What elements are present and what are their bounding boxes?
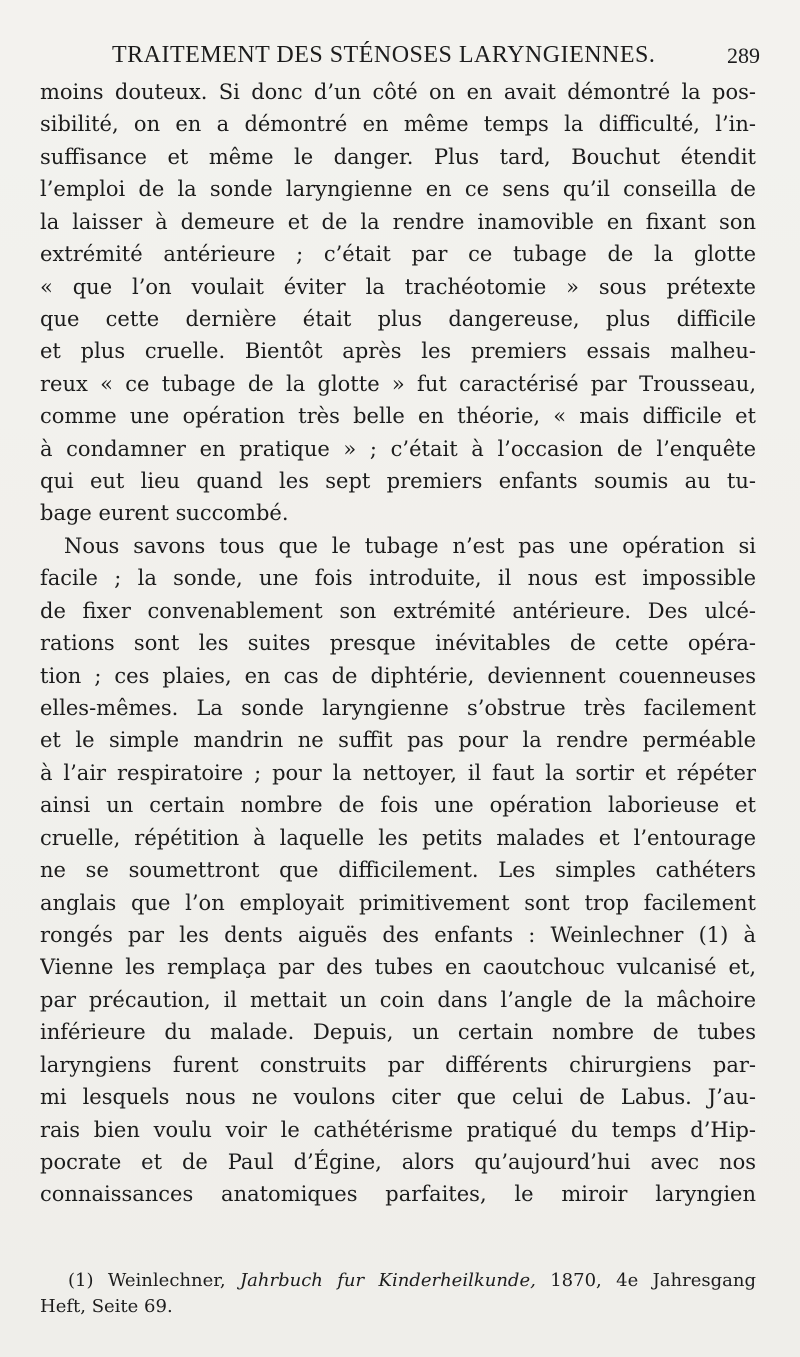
text-line: et le simple mandrin ne suffit pas pour la rendre perméable xyxy=(40,728,756,753)
text-line: anglais que l’on employait primitivement sont trop facilement xyxy=(40,890,756,915)
text-line: l’emploi de la sonde laryngienne en ce sens qu’il conseilla de xyxy=(40,177,756,202)
text-line: à l’air respiratoire ; pour la nettoyer, il faut la sortir et répéter xyxy=(40,760,756,785)
text-line: de fixer convenablement son extrémité antérieure. Des ulcé- xyxy=(40,598,756,623)
text-line: inférieure du malade. Depuis, un certain nombre de tubes xyxy=(40,1020,756,1045)
text-line: bage eurent succombé. xyxy=(40,501,289,526)
text-line: connaissances anatomiques parfaites, le miroir laryngien xyxy=(40,1182,756,1207)
text-line: tion ; ces plaies, en cas de diphtérie, deviennent couenneuses xyxy=(40,663,756,688)
footnote xyxy=(40,1268,756,1320)
text-line: ainsi un certain nombre de fois une opération laborieuse et xyxy=(40,793,756,818)
text-line: suffisance et même le danger. Plus tard, Bouchut étendit xyxy=(40,144,756,169)
footnote-journal: Jahrbuch fur Kinderheilkunde, xyxy=(239,1270,536,1291)
text-line: ne se soumettront que difficilement. Les simples cathéters xyxy=(40,858,756,883)
page-number: 289 xyxy=(727,43,760,68)
text-line: laryngiens furent construits par différents chirurgiens par- xyxy=(40,1052,756,1077)
text-line: et plus cruelle. Bientôt après les premiers essais malheu- xyxy=(40,339,756,364)
text-line: comme une opération très belle en théorie, « mais difficile et xyxy=(40,404,756,429)
text-line: rais bien voulu voir le cathétérisme pratiqué du temps d’Hip- xyxy=(40,1117,756,1142)
text-line: cruelle, répétition à laquelle les petits malades et l’entourage xyxy=(40,825,756,850)
text-line: moins douteux. Si donc d’un côté on en avait démontré la pos- xyxy=(40,80,756,104)
text-line: Vienne les remplaça par des tubes en caoutchouc vulcanisé et, xyxy=(40,955,756,980)
text-line: pocrate et de Paul d’Égine, alors qu’aujourd’hui avec nos xyxy=(40,1149,756,1174)
text-line: Nous savons tous que le tubage n’est pas une opération si xyxy=(64,533,756,558)
text-line: rongés par les dents aiguës des enfants : Weinlechner (1) à xyxy=(40,922,756,947)
footnote-line-2: Heft, Seite 69. xyxy=(40,1296,173,1317)
text-line: reux « ce tubage de la glotte » fut caractérisé par Trousseau, xyxy=(40,371,756,396)
text-line: la laisser à demeure et de la rendre inamovible en fixant son xyxy=(40,209,756,234)
footnote-marker: (1) Weinlechner, xyxy=(68,1270,226,1291)
text-line: « que l’on voulait éviter la trachéotomie » sous prétexte xyxy=(40,274,756,299)
text-line: sibilité, on en a démontré en même temps la difficulté, l’in- xyxy=(40,112,756,137)
text-line: qui eut lieu quand les sept premiers enfants soumis au tu- xyxy=(40,469,756,494)
footnote-details: 1870, 4e Jahresgang xyxy=(550,1270,756,1291)
text-line: à condamner en pratique » ; c’était à l’occasion de l’enquête xyxy=(40,436,756,461)
text-line: par précaution, il mettait un coin dans l’angle de la mâchoire xyxy=(40,987,756,1012)
running-head: TRAITEMENT DES STÉNOSES LARYNGIENNES. xyxy=(112,42,656,68)
body-text xyxy=(40,76,756,1211)
footnote-line-1 xyxy=(40,1268,756,1294)
text-line: facile ; la sonde, une fois introduite, il nous est impossible xyxy=(40,566,756,591)
text-line: extrémité antérieure ; c’était par ce tubage de la glotte xyxy=(40,242,756,267)
text-line: que cette dernière était plus dangereuse, plus difficile xyxy=(40,306,756,331)
text-line: rations sont les suites presque inévitables de cette opéra- xyxy=(40,631,756,656)
text-line: elles-mêmes. La sonde laryngienne s’obstrue très facilement xyxy=(40,696,756,721)
text-line: mi lesquels nous ne voulons citer que celui de Labus. J’au- xyxy=(40,1085,756,1110)
page-header xyxy=(40,38,760,72)
